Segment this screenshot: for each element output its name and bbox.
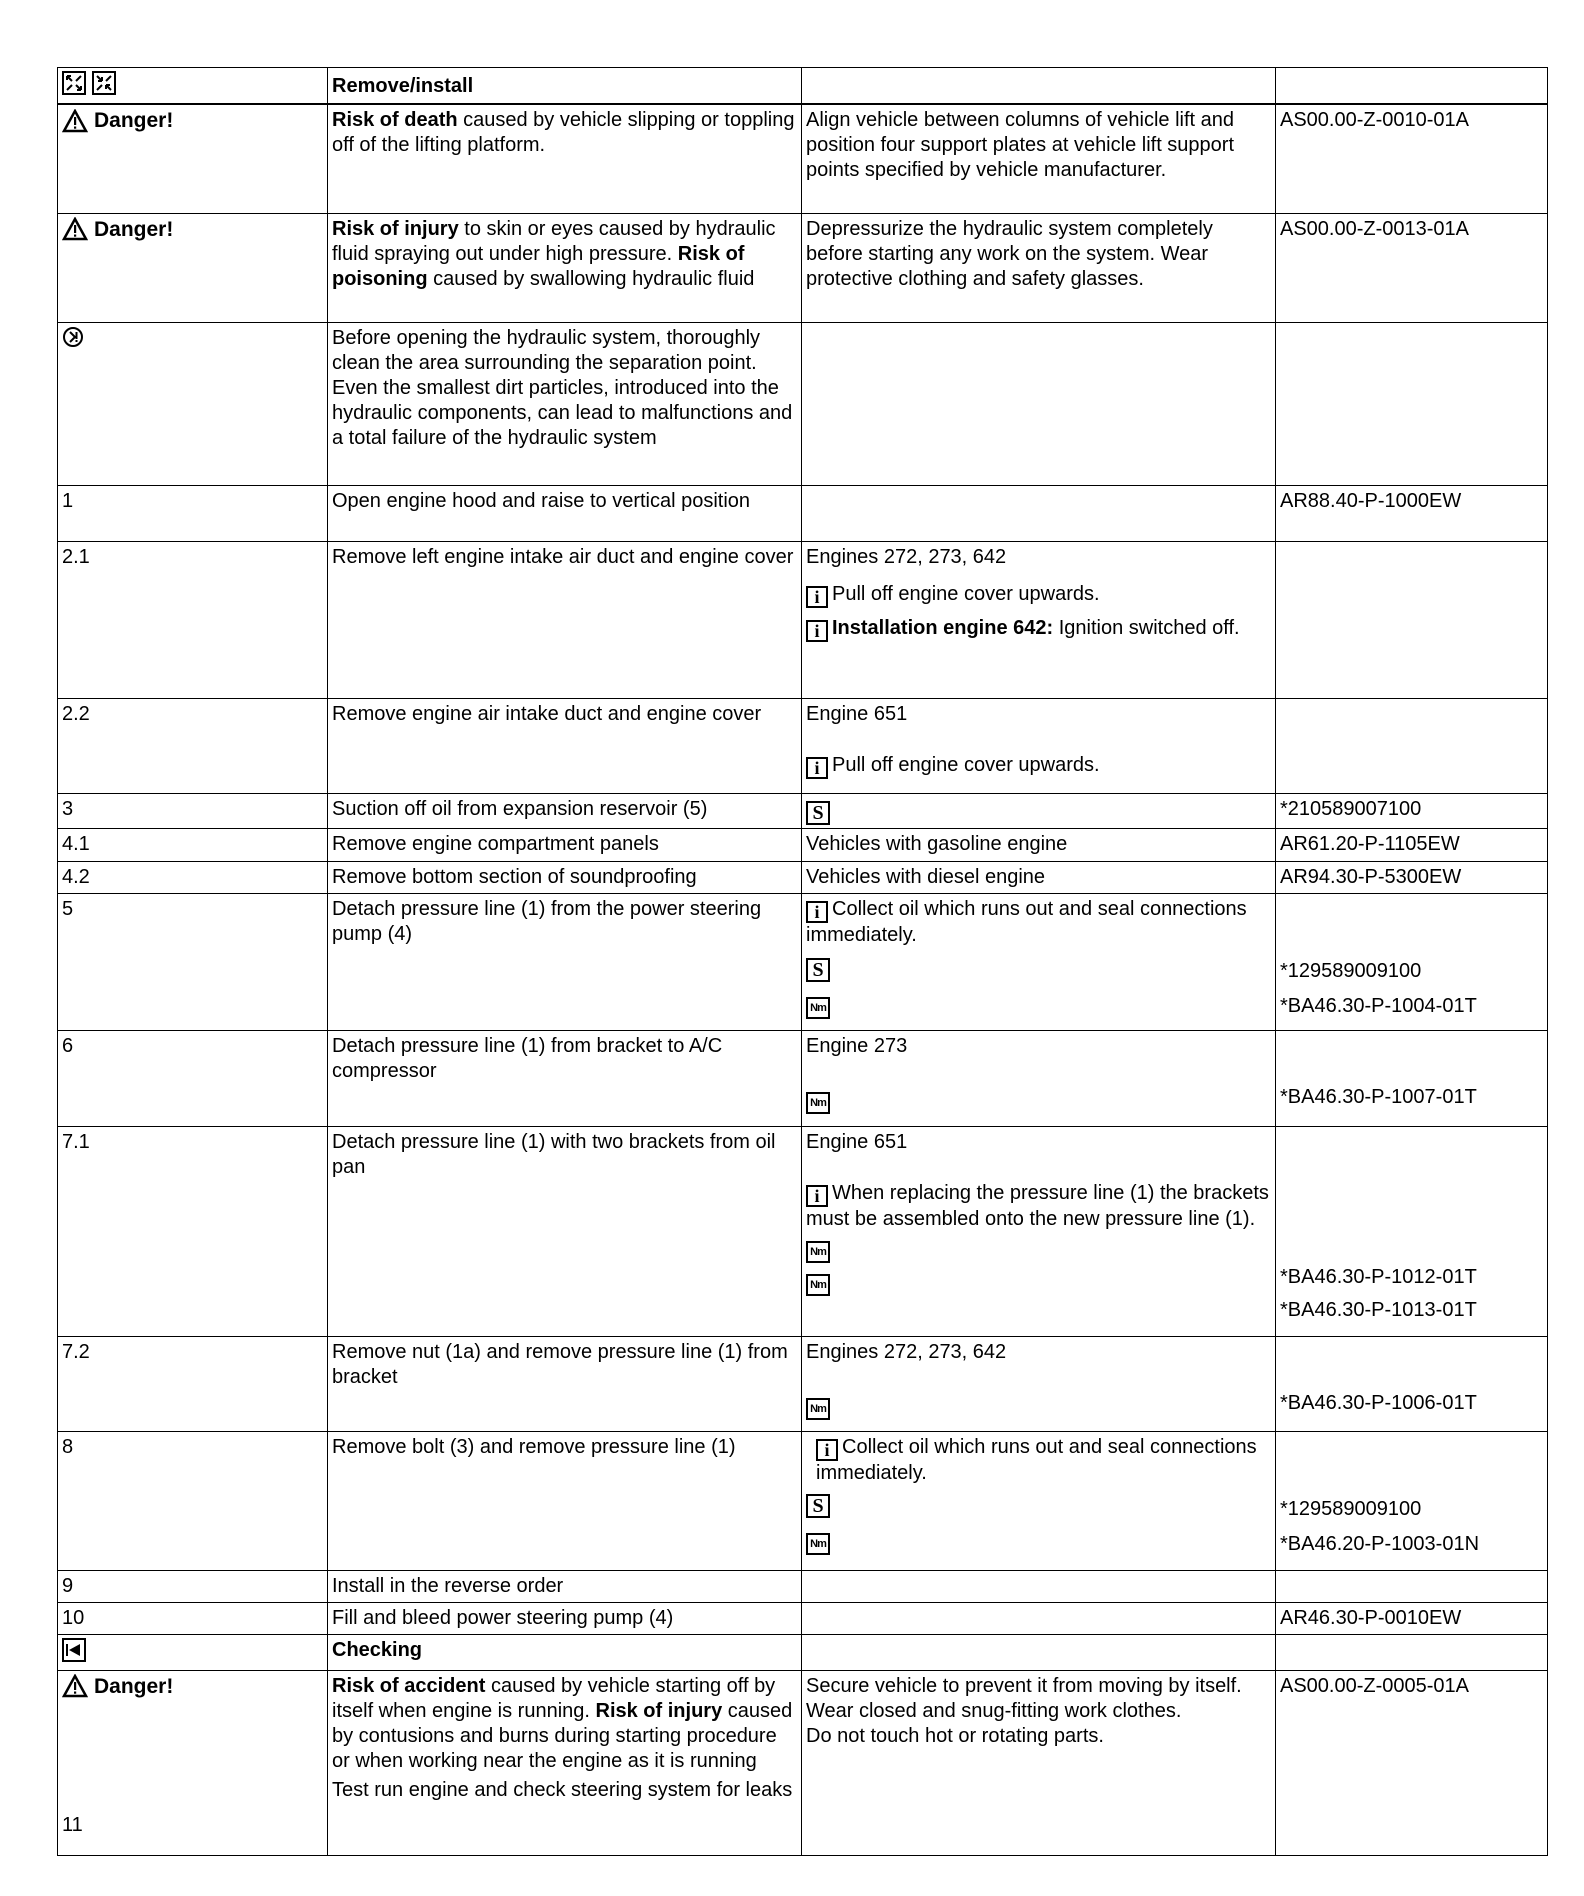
warning-triangle-icon	[62, 1674, 88, 1698]
remove-install-icon	[62, 71, 118, 95]
danger-label: Danger!	[62, 1674, 323, 1699]
special-tool-icon: S	[806, 1494, 830, 1518]
reference-code[interactable]: *BA46.30-P-1007-01T	[1280, 1085, 1477, 1108]
info-icon: i	[806, 1185, 828, 1207]
table-row: 5 Detach pressure line (1) from the power steering pump (4) i Collect oil which runs out and seal connections immediately. S Nm *129589009100 *BA46.30-P-1004-01T	[58, 893, 1548, 1030]
torque-icon: Nm	[806, 1241, 830, 1263]
reference-code[interactable]: AR61.20-P-1105EW	[1276, 828, 1548, 861]
torque-icon: Nm	[806, 1274, 830, 1296]
reference-code[interactable]: *BA46.30-P-1013-01T	[1280, 1298, 1477, 1321]
step-number: 10	[58, 1602, 328, 1634]
special-tool-icon: S	[806, 958, 830, 982]
reference-code[interactable]: *129589009100	[1280, 1497, 1422, 1520]
reference-code[interactable]: AR94.30-P-5300EW	[1276, 861, 1548, 893]
table-row: Before opening the hydraulic system, thoroughly clean the area surrounding the separation point. Even the smallest dirt particles, introduced into the hydraulic components, can lead to malfunctions and a total failure of the hydraulic system	[58, 322, 1548, 485]
step-number: 2.1	[58, 541, 328, 698]
table-row: 8 Remove bolt (3) and remove pressure line (1) i Collect oil which runs out and seal connections immediately. S Nm *129589009100 *BA46.20-P-1003-01N	[58, 1431, 1548, 1570]
table-row: 7.1 Detach pressure line (1) with two brackets from oil pan Engine 651 i When replacing the pressure line (1) the brackets must be assembled onto the new pressure line (1). Nm Nm *BA46.30-P-1012-01T *BA46.30-P-1013-01T	[58, 1126, 1548, 1336]
table-row: 4.1 Remove engine compartment panels Vehicles with gasoline engine AR61.20-P-1105EW	[58, 828, 1548, 861]
table-row: 9 Install in the reverse order	[58, 1570, 1548, 1602]
step-number: 8	[58, 1431, 328, 1570]
info-icon: i	[806, 620, 828, 642]
reference-code[interactable]: *129589009100	[1280, 959, 1422, 982]
danger-label: Danger!	[62, 108, 323, 133]
table-row: 2.2 Remove engine air intake duct and engine cover Engine 651 i Pull off engine cover upwards.	[58, 698, 1548, 793]
step-number: 9	[58, 1570, 328, 1602]
procedure-table	[57, 67, 1548, 1856]
step-number: 6	[58, 1030, 328, 1126]
info-icon: i	[806, 586, 828, 608]
table-row: 7.2 Remove nut (1a) and remove pressure line (1) from bracket Engines 272, 273, 642 Nm *BA46.30-P-1006-01T	[58, 1336, 1548, 1431]
note-circle-icon	[62, 326, 84, 348]
reference-code[interactable]: AS00.00-Z-0013-01A	[1276, 213, 1548, 322]
warning-triangle-icon	[62, 217, 88, 241]
remove-install-icons	[58, 68, 328, 105]
reference-code[interactable]: *BA46.30-P-1006-01T	[1280, 1391, 1477, 1414]
table-row: 10 Fill and bleed power steering pump (4) AR46.30-P-0010EW	[58, 1602, 1548, 1634]
table-row: 4.2 Remove bottom section of soundproofing Vehicles with diesel engine AR94.30-P-5300EW	[58, 861, 1548, 893]
step-number: 4.1	[58, 828, 328, 861]
checking-icon	[62, 1638, 86, 1662]
step-number: 1	[58, 485, 328, 541]
reference-code[interactable]: *210589007100	[1276, 793, 1548, 828]
table-row	[58, 1634, 1548, 1670]
torque-icon: Nm	[806, 1398, 830, 1420]
step-number: 4.2	[58, 861, 328, 893]
table-row: 1 Open engine hood and raise to vertical position AR88.40-P-1000EW	[58, 485, 1548, 541]
table-row: 2.1 Remove left engine intake air duct and engine cover Engines 272, 273, 642 i Pull off engine cover upwards. i Installation engine 642: Ignition switched off.	[58, 541, 1548, 698]
info-icon: i	[806, 757, 828, 779]
warning-triangle-icon	[62, 109, 88, 133]
table-row: Danger! Risk of injury to skin or eyes caused by hydraulic fluid spraying out under high pressure. Risk of poisoning caused by swallowing hydraulic fluid Depressurize the hydraulic system completely before starting any work on the system. Wear protective clothing and safety glasses. AS00.00-Z-0013-01A	[58, 213, 1548, 322]
table-row: Danger! 11 Risk of accident caused by vehicle starting off by itself when engine is running. Risk of injury caused by contusions and burns during starting procedure or when working near the engine as it is running Test run engine and check steering system for leaks Secure vehicle to prevent it from moving by itself. Wear closed and snug-fitting work clothes. Do not touch hot or rotating parts. AS00.00-Z-0005-01A	[58, 1670, 1548, 1855]
reference-code[interactable]: AS00.00-Z-0005-01A	[1276, 1670, 1548, 1855]
table-row: 3 Suction off oil from expansion reservoir (5) S *210589007100	[58, 793, 1548, 828]
special-tool-icon: S	[806, 801, 830, 825]
danger-label: Danger!	[62, 217, 323, 242]
reference-code[interactable]: *BA46.30-P-1004-01T	[1280, 994, 1477, 1017]
info-icon: i	[816, 1439, 838, 1461]
torque-icon: Nm	[806, 1533, 830, 1555]
section-title: Remove/install	[328, 68, 802, 105]
step-number: 7.1	[58, 1126, 328, 1336]
step-number: 3	[58, 793, 328, 828]
reference-code[interactable]: AR88.40-P-1000EW	[1276, 485, 1548, 541]
table-row	[58, 68, 1548, 105]
reference-code[interactable]: AR46.30-P-0010EW	[1276, 1602, 1548, 1634]
table-row: 6 Detach pressure line (1) from bracket to A/C compressor Engine 273 Nm *BA46.30-P-1007-01T	[58, 1030, 1548, 1126]
reference-code[interactable]: AS00.00-Z-0010-01A	[1276, 104, 1548, 213]
step-number: 7.2	[58, 1336, 328, 1431]
step-number: 2.2	[58, 698, 328, 793]
torque-icon: Nm	[806, 1092, 830, 1114]
reference-code[interactable]: *BA46.20-P-1003-01N	[1280, 1532, 1480, 1555]
torque-icon: Nm	[806, 997, 830, 1019]
section-title: Checking	[328, 1634, 802, 1670]
step-number: 5	[58, 893, 328, 1030]
reference-code[interactable]: *BA46.30-P-1012-01T	[1280, 1265, 1477, 1288]
info-icon: i	[806, 901, 828, 923]
step-number: 11	[62, 1813, 83, 1836]
table-row: Danger! Risk of death caused by vehicle slipping or toppling off of the lifting platform. Align vehicle between columns of vehicle lift and position four support plates at vehicle lift support points specified by vehicle manufacturer. AS00.00-Z-0010-01A	[58, 104, 1548, 213]
